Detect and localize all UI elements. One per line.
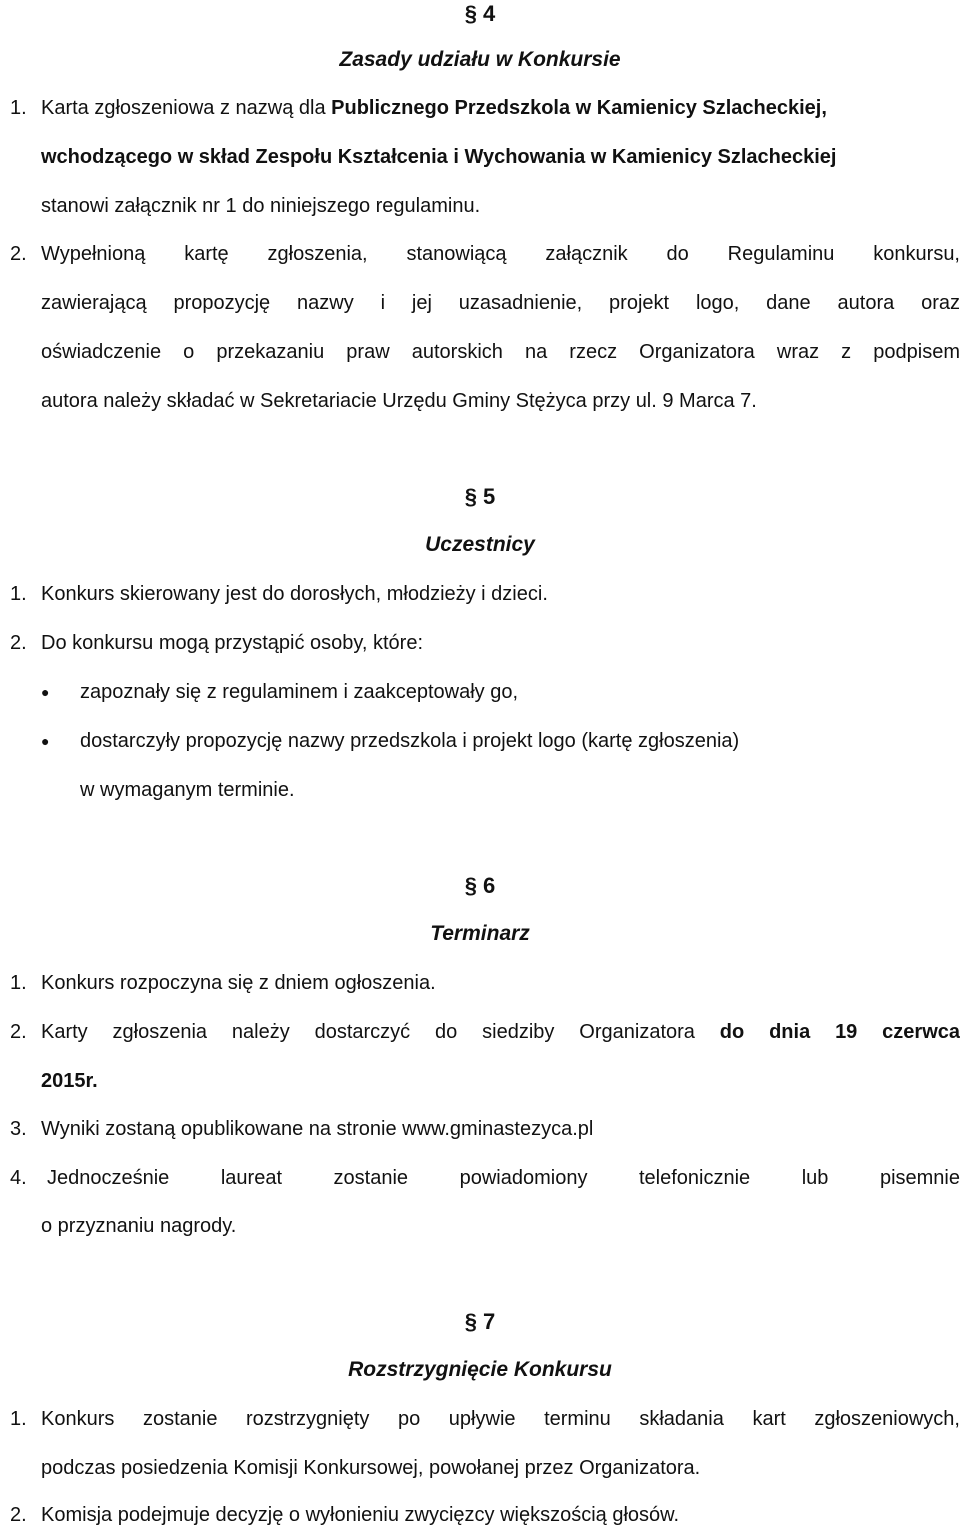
s6-item-2-line-2: 2015r. [41, 1070, 98, 1092]
s5-bullet-2-text-2: w wymaganym terminie. [80, 779, 295, 801]
s7-item-1-number: 1. [10, 1408, 27, 1430]
s6-item-2-text-a: Karty zgłoszenia należy dostarczyć do siedziby Organizatora [41, 1021, 720, 1043]
s6-item-2-deadline: do dnia 19 czerwca [719, 1021, 960, 1043]
s4-item-2-line-4: autora należy składać w Sekretariacie Urzędu Gminy Stężyca przy ul. 9 Marca 7. [41, 390, 757, 412]
section-5-number: § 5 [464, 484, 496, 509]
s6-item-3-text: Wyniki zostaną opublikowane na stronie www.gminastezyca.pl [41, 1118, 594, 1140]
s4-item-1-text-a: Karta zgłoszeniowa z nazwą dla [41, 97, 332, 119]
section-4-title: Zasady udziału w Konkursie [339, 48, 621, 71]
s7-item-2-number: 2. [10, 1504, 27, 1526]
s7-item-2-text: Komisja podejmuje decyzję o wyłonieniu zwycięzcy większością głosów. [41, 1504, 680, 1526]
s4-item-2-line-2: zawierającą propozycję nazwy i jej uzasadnienie, projekt logo, dane autora oraz [41, 292, 960, 314]
section-6-title: Terminarz [430, 922, 530, 945]
s5-bullet-1-text: zapoznały się z regulaminem i zaakceptowały go, [80, 681, 518, 703]
s5-item-1-text: Konkurs skierowany jest do dorosłych, młodzieży i dzieci. [41, 583, 548, 605]
s4-item-1-line-3: stanowi załącznik nr 1 do niniejszego regulaminu. [41, 195, 481, 217]
s5-item-1-number: 1. [10, 583, 27, 605]
s4-item-1-text-b: Publicznego Przedszkola w Kamienicy Szlacheckiej, [331, 97, 827, 119]
s4-item-2-text-1: Wypełnioną kartę zgłoszenia, stanowiącą załącznik do Regulaminu konkursu, [41, 243, 960, 265]
s4-item-1-line-2: wchodzącego w skład Zespołu Kształcenia i Wychowania w Kamienicy Szlacheckiej [41, 146, 837, 168]
s6-item-1-text: Konkurs rozpoczyna się z dniem ogłoszenia. [41, 972, 436, 994]
s6-item-4-line-2: o przyznaniu nagrody. [41, 1215, 237, 1237]
s6-item-1-number: 1. [10, 972, 27, 994]
bullet-dot-icon: ● [41, 684, 50, 700]
s6-item-4-text-1: Jednocześnie laureat zostanie powiadomiony telefonicznie lub pisemnie [47, 1167, 960, 1189]
s6-item-4-number: 4. [10, 1167, 27, 1189]
s7-item-1-line-2: podczas posiedzenia Komisji Konkursowej, powołanej przez Organizatora. [41, 1457, 701, 1479]
s5-item-2-number: 2. [10, 632, 27, 654]
section-6-number: § 6 [464, 873, 496, 898]
bullet-dot-icon: ● [41, 733, 50, 749]
section-5-title: Uczestnicy [425, 533, 535, 556]
section-7-title: Rozstrzygnięcie Konkursu [348, 1358, 612, 1381]
s5-item-2-text: Do konkursu mogą przystąpić osoby, które: [41, 632, 424, 654]
section-4-number: § 4 [464, 1, 496, 26]
s6-item-3-number: 3. [10, 1118, 27, 1140]
s5-bullet-2-text-1: dostarczyły propozycję nazwy przedszkola i projekt logo (kartę zgłoszenia) [80, 730, 740, 752]
s4-item-2-number: 2. [10, 243, 27, 265]
s6-item-2-number: 2. [10, 1021, 27, 1043]
s4-item-2-line-3: oświadczenie o przekazaniu praw autorskich na rzecz Organizatora wraz z podpisem [41, 341, 960, 363]
s7-item-1-text-1: Konkurs zostanie rozstrzygnięty po upływie terminu składania kart zgłoszeniowych, [41, 1408, 960, 1430]
s4-item-1-number: 1. [10, 97, 27, 119]
section-7-number: § 7 [464, 1309, 496, 1334]
